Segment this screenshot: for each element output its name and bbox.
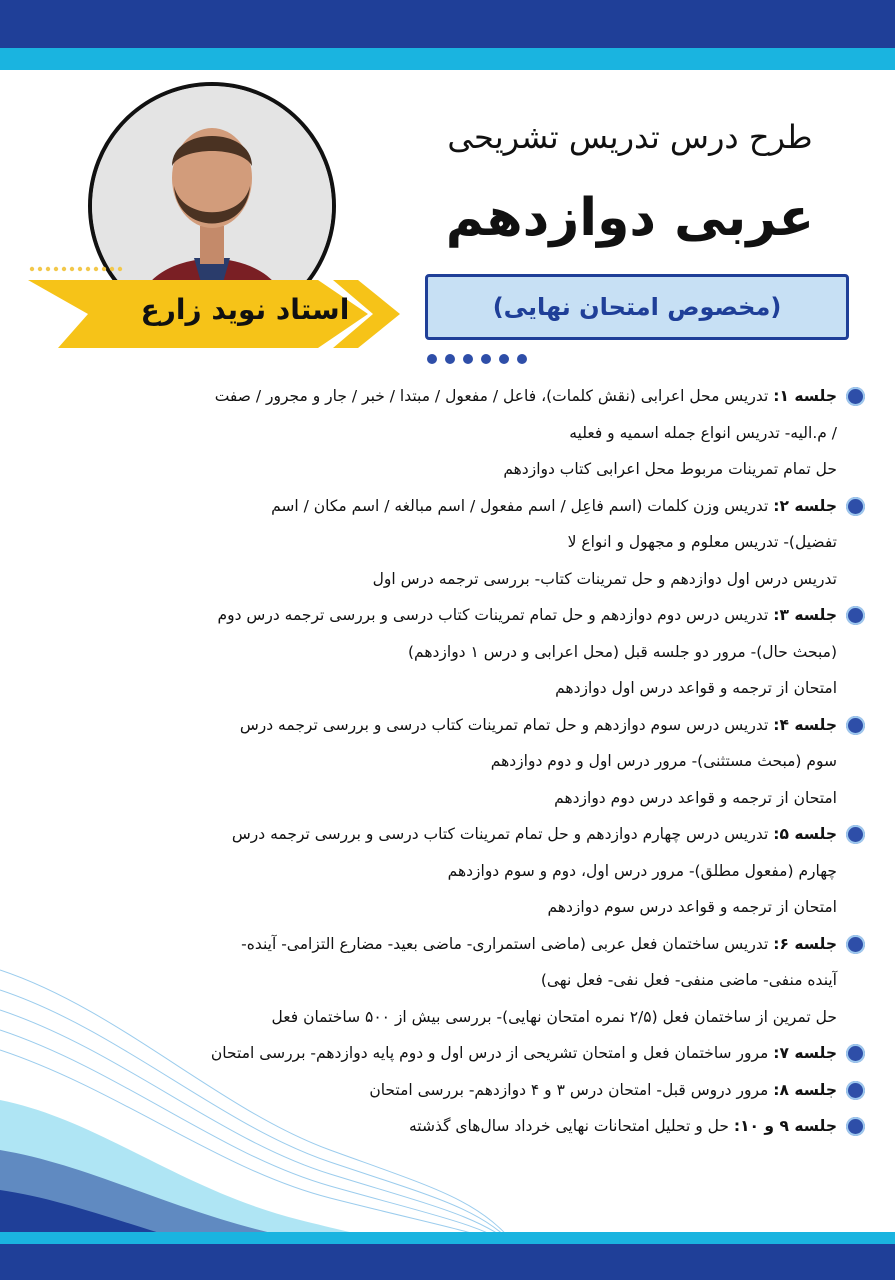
bullet-icon [846, 825, 865, 844]
session-text: تدریس درس اول دوازدهم و حل تمرینات کتاب- بررسی ترجمه درس اول [372, 569, 837, 588]
session-text: مرور ساختمان فعل و امتحان تشریحی از درس اول و دوم پایه دوازدهم- بررسی امتحان [210, 1044, 769, 1062]
session-1 [38, 378, 865, 488]
session-text: آینده منفی- ماضی منفی- فعل نفی- فعل نهی) [540, 971, 837, 989]
session-label: جلسه ۴: [773, 715, 837, 734]
session-label: جلسه ۵: [773, 825, 837, 843]
session-text: سوم (مبحث مستثنی)- مرور درس اول و دوم دوازدهم [490, 752, 837, 770]
session-9-10 [38, 1108, 865, 1145]
session-text: امتحان از ترجمه و قواعد درس سوم دوازدهم [547, 898, 837, 916]
session-label: جلسه ۷: [773, 1044, 837, 1062]
pager-dots-icon [424, 352, 544, 366]
session-2 [38, 488, 865, 598]
session-6 [38, 926, 865, 1036]
session-text: مرور دروس قبل- امتحان درس ۳ و ۴ دوازدهم- بررسی امتحان [369, 1080, 769, 1099]
bullet-icon [846, 935, 865, 954]
bullet-icon [846, 1117, 865, 1136]
subtitle-badge: (مخصوص امتحان نهایی) [425, 274, 849, 340]
session-text: تدریس درس دوم دوازدهم و حل تمام تمرینات کتاب درسی و بررسی ترجمه درس دوم [217, 606, 769, 624]
session-label: جلسه ۲: [773, 496, 837, 515]
bullet-icon [846, 606, 865, 625]
session-text: تدریس درس چهارم دوازدهم و حل تمام تمرینات کتاب درسی و بررسی ترجمه درس [231, 825, 769, 843]
bullet-icon [846, 387, 865, 406]
session-label: جلسه ۱: [773, 387, 837, 405]
bottom-bar-dark [0, 1244, 895, 1280]
session-text: چهارم (مفعول مطلق)- مرور درس اول، دوم و سوم دوازدهم [447, 861, 837, 880]
session-4 [38, 707, 865, 817]
session-text: تدریس ساختمان فعل عربی (ماضی استمراری- ماضی بعید- مضارع التزامی- آینده- [241, 934, 769, 953]
top-bar-dark [0, 0, 895, 48]
session-label: جلسه ۸: [773, 1080, 837, 1099]
page-title: عربی دوازدهم [445, 188, 815, 248]
session-5 [38, 816, 865, 926]
session-3 [38, 597, 865, 707]
session-text: تدریس وزن کلمات (اسم فاعِل / اسم مفعول / اسم مبالغه / اسم مکان / اسم [271, 496, 769, 515]
session-label: جلسه ۳: [773, 606, 837, 624]
sessions-list [38, 378, 865, 1145]
session-text: تفضیل)- تدریس معلوم و مجهول و انواع لا [567, 533, 837, 551]
bullet-icon [846, 716, 865, 735]
session-text: تدریس درس سوم دوازدهم و حل تمام تمرینات کتاب درسی و بررسی ترجمه درس [239, 715, 769, 734]
bullet-icon [846, 497, 865, 516]
teacher-name: استاد نوید زارع [140, 293, 350, 326]
session-text: حل تمام تمرینات مربوط محل اعرابی کتاب دوازدهم [503, 460, 837, 478]
session-text: حل و تحلیل امتحانات نهایی خرداد سال‌های گذشته [409, 1117, 729, 1135]
session-label: جلسه ۹ و ۱۰: [733, 1117, 837, 1135]
session-text: تدریس محل اعرابی (نقش کلمات)، فاعل / مفعول / مبتدا / خبر / جار و مجرور / صفت [214, 387, 769, 405]
session-8 [38, 1072, 865, 1109]
top-bar-light [0, 48, 895, 70]
session-text: (مبحث حال)- مرور دو جلسه قبل (محل اعرابی و درس ۱ دوازدهم) [407, 642, 837, 661]
session-text: امتحان از ترجمه و قواعد درس اول دوازدهم [555, 679, 837, 697]
session-text: امتحان از ترجمه و قواعد درس دوم دوازدهم [554, 788, 837, 807]
bullet-icon [846, 1044, 865, 1063]
bottom-bar-light [0, 1232, 895, 1244]
session-text: / م.الیه- تدریس انواع جمله اسمیه و فعلیه [569, 423, 837, 442]
title-line-1: طرح درس تدریس تشریحی [447, 118, 813, 156]
session-label: جلسه ۶: [773, 934, 837, 953]
session-text: حل تمرین از ساختمان فعل (۲/۵ نمره امتحان نهایی)- بررسی بیش از ۵۰۰ ساختمان فعل [271, 1007, 837, 1026]
session-7 [38, 1035, 865, 1072]
bullet-icon [846, 1081, 865, 1100]
